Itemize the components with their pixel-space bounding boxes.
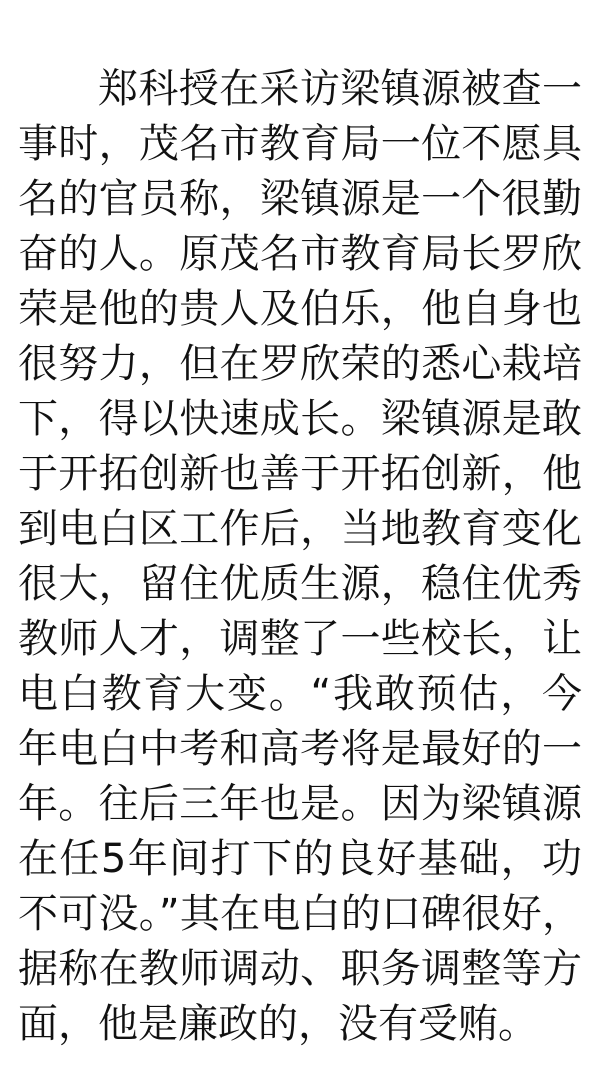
article-paragraph: 郑科授在采访梁镇源被查一事时，茂名市教育局一位不愿具名的官员称，梁镇源是一个很勤奋的人。原茂名市教育局长罗欣荣是他的贵人及伯乐，他自身也很努力，但在罗欣荣的悉心栽培下，得以快速成长。梁镇源是敢于开拓创新也善于开拓创新，他到电白区工作后，当地教育变化很大，留住优质生源，稳住优秀教师人才，调整了一些校长，让电白教育大变。“我敢预估，今年电白中考和高考将是最好的一年。往后三年也是。因为梁镇源在任5年间打下的良好基础，功不可没。”其在电白的口碑很好，据称在教师调动、职务调整等方面，他是廉政的，没有受贿。	[18, 66, 582, 1047]
